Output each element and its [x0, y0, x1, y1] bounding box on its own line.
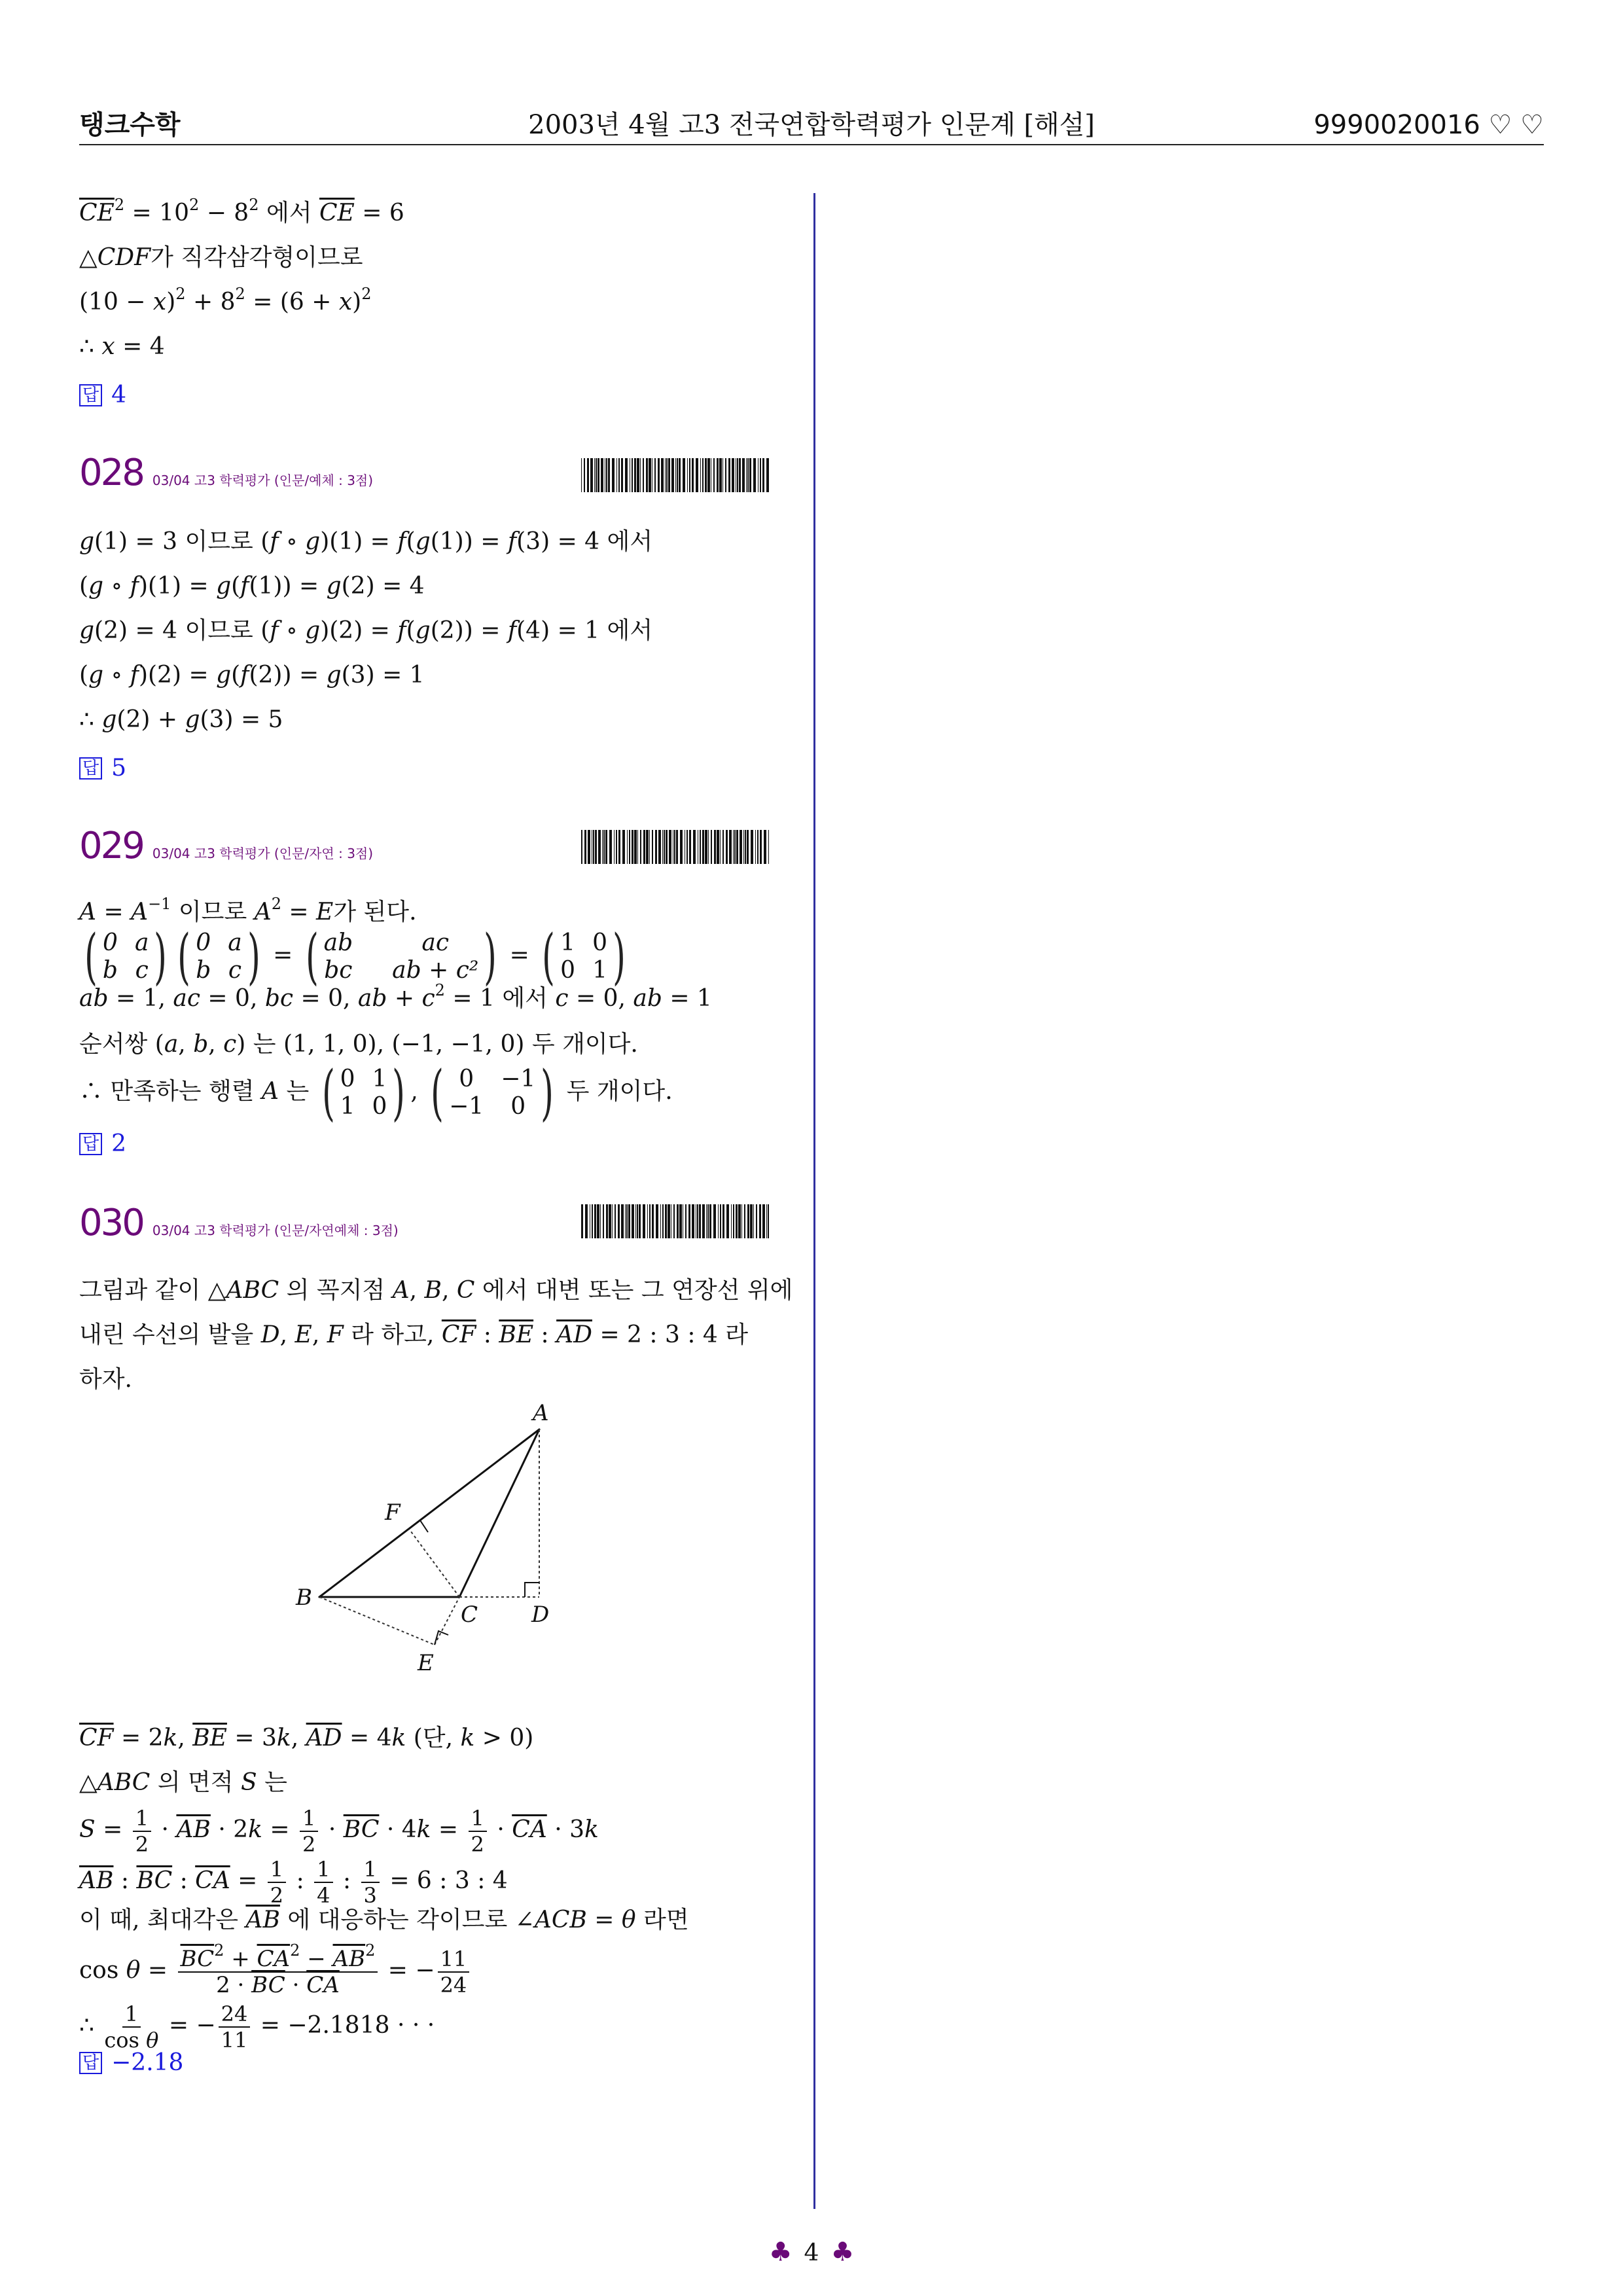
answer-value: 4 — [111, 382, 127, 408]
barcode — [581, 458, 772, 492]
header-rule — [79, 144, 1544, 145]
problem-header — [79, 825, 373, 867]
problem-number: 030 — [79, 1202, 143, 1244]
solution-line: $A = A^{-1}$ 이므로 $A^2 = E$가 된다. — [79, 895, 417, 925]
solution-line: (g ∘ f)(2) = g(f(2)) = g(3) = 1 — [79, 662, 425, 689]
answer-line — [79, 2047, 183, 2079]
solution-line: △ABC 의 면적 S 는 — [79, 1769, 287, 1796]
problem-header — [79, 1202, 399, 1244]
solution-line: g(1) = 3 이므로 (f ∘ g)(1) = f(g(1)) = f(3) = 4 에서 — [79, 528, 653, 555]
problem-header — [79, 452, 373, 494]
answer-label: 답 — [79, 757, 102, 780]
vertex-label-d: D — [531, 1602, 550, 1628]
vertex-label-c: C — [461, 1602, 478, 1628]
problem-text: 하자. — [79, 1366, 132, 1393]
solution-line: ∴ g(2) + g(3) = 5 — [79, 706, 283, 733]
answer-line — [79, 753, 126, 784]
club-icon: ♣ — [768, 2237, 793, 2267]
vertex-label-e: E — [418, 1650, 434, 1676]
solution-line: S = $\frac{1}{2}$ · $\overline{AB} \cdot 2k$ = $\frac{1}{2}$ · $\overline{BC} \cdot 4k$ = $\frac{1}{2}$ · $\overline{CA} \cdot 3k$ — [79, 1806, 599, 1857]
solution-line: cos θ = $\frac{\overline{BC}^2 + \overline{CA}^2 - \overline{AB}^2}{2 \cdot \overline{BC} \cdot \overline{CA}}$ = − $\frac{11}{24}$ — [79, 1941, 472, 2000]
solution-line: ab = 1, ac = 0, bc = 0, ab + $c^2 = 1$ 에서 c = 0, ab = 1 — [79, 981, 712, 1012]
solution-line: 이 때, 최대각은 $\overline{AB}$ 에 대응하는 각이므로 ∠ACB = θ 라면 — [79, 1907, 689, 1933]
club-icon: ♣ — [830, 2237, 855, 2267]
solution-line: $\overline{CF} = 2k$, $\overline{BE} = 3k$, $\overline{AD} = 4k$ (단, k > 0) — [79, 1725, 534, 1751]
barcode — [581, 830, 772, 864]
document-title: 2003년 4월 고3 전국연합학력평가 인문계 [해설] — [528, 110, 1095, 140]
page-footer — [720, 2237, 903, 2267]
answer-value: −2.18 — [111, 2049, 184, 2076]
answer-label: 답 — [79, 2052, 102, 2074]
solution-line: $(10 - x)^2 + 8^2 = (6 + x)^2$ — [79, 285, 372, 315]
vertex-label-a: A — [533, 1401, 549, 1426]
problem-number: 028 — [79, 452, 143, 494]
vertex-label-b: B — [296, 1585, 312, 1611]
answer-value: 2 — [111, 1130, 127, 1157]
page-number: 4 — [804, 2240, 819, 2267]
problem-text: 그림과 같이 △ABC 의 꼭지점 A, B, C 에서 대변 또는 그 연장선 위에 — [79, 1277, 793, 1304]
solution-line: ∴ $\frac{1}{\text{cos θ}}$ = − $\frac{24}{11}$ = −2.1818 · · · — [79, 2001, 435, 2053]
problem-source: 03/04 고3 학력평가 (인문/자연예체 : 3점) — [152, 1223, 399, 1238]
solution-line: ∴ 만족하는 행렬 A 는 ( 0 1 1 0 ) , ( 0 −1 −1 0 ) 두 개이다. — [79, 1058, 673, 1128]
triangle-figure — [262, 1401, 628, 1702]
answer-value: 5 — [111, 755, 127, 781]
answer-line — [79, 1128, 126, 1160]
matrix-equation: ( 0 a b c ) ( 0 a b c ) = ( ab ac bc ab + c² ) = ( 1 0 0 1 ) — [84, 922, 626, 992]
solution-line: 순서쌍 (a, b, c) 는 (1, 1, 0), (−1, −1, 0) 두 개이다. — [79, 1031, 638, 1058]
brand-name: 탱크수학 — [79, 110, 181, 140]
solution-line: △CDF가 직각삼각형이므로 — [79, 244, 363, 271]
barcode — [581, 1204, 772, 1238]
problem-number: 029 — [79, 825, 143, 867]
solution-line: (g ∘ f)(1) = g(f(1)) = g(2) = 4 — [79, 573, 425, 600]
answer-line — [79, 380, 126, 411]
answer-label: 답 — [79, 1133, 102, 1155]
column-divider — [813, 193, 815, 2209]
problem-source: 03/04 고3 학력평가 (인문/예체 : 3점) — [152, 473, 374, 488]
problem-text: 내린 수선의 발을 D, E, F 라 하고, $\overline{CF}$ : $\overline{BE}$ : $\overline{AD} = 2$ : 3 : 4 라 — [79, 1321, 749, 1348]
solution-line: g(2) = 4 이므로 (f ∘ g)(2) = f(g(2)) = f(4) = 1 에서 — [79, 617, 653, 644]
document-code: 9990020016 ♡ ♡ — [1313, 110, 1544, 140]
answer-label: 답 — [79, 384, 102, 406]
vertex-label-f: F — [385, 1499, 401, 1526]
solution-line: ∴ x = 4 — [79, 333, 165, 360]
solution-line: $\overline{CE}^2 = 10^2 - 8^2$ 에서 $\overline{CE} = 6$ — [79, 196, 404, 226]
problem-source: 03/04 고3 학력평가 (인문/자연 : 3점) — [152, 846, 374, 861]
solution-line: $\overline{AB}$ : $\overline{BC}$ : $\overline{CA}$ = $\frac{1}{2}$ : $\frac{1}{4}$ : $\frac{1}{3}$ = 6 : 3 : 4 — [79, 1857, 508, 1908]
